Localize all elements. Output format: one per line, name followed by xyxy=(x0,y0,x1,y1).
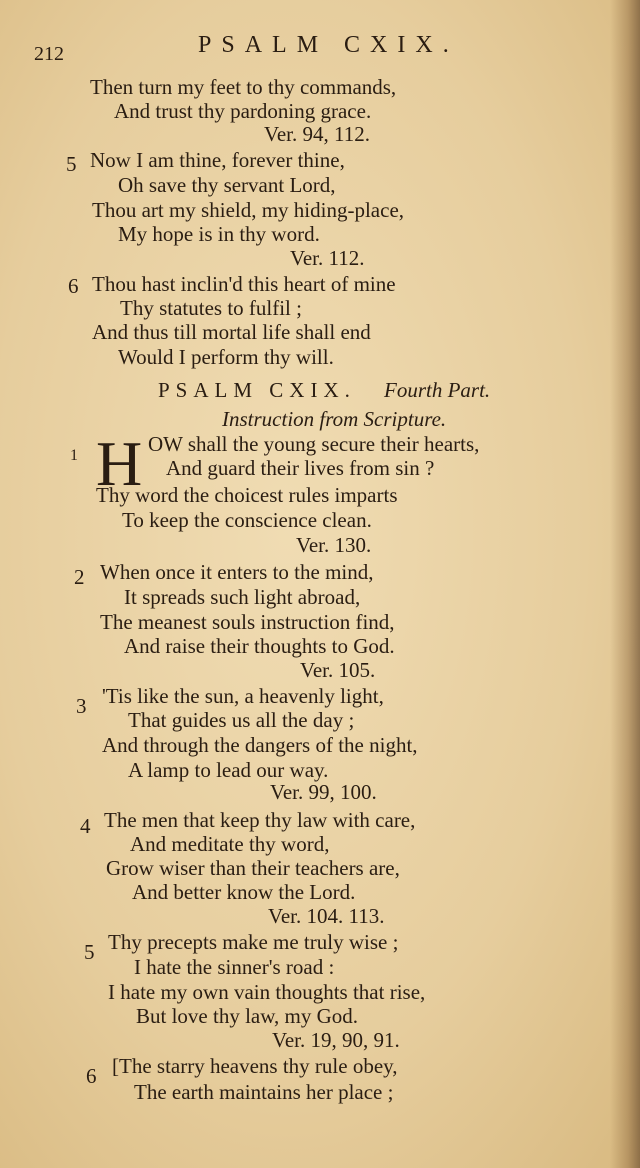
page-number: 212 xyxy=(34,43,64,65)
verse-line: Grow wiser than their teachers are, xyxy=(106,856,400,880)
stanza-number: 5 xyxy=(66,152,77,176)
verse-reference: Ver. 94, 112. xyxy=(264,122,370,146)
drop-cap: H xyxy=(96,428,143,499)
verse-line: Thy word the choicest rules imparts xyxy=(96,483,398,507)
verse-line: Now I am thine, forever thine, xyxy=(90,148,345,172)
verse-line: Thy statutes to fulfil ; xyxy=(120,296,302,320)
verse-line: The men that keep thy law with care, xyxy=(104,808,416,832)
verse-line: The meanest souls instruction find, xyxy=(100,610,395,634)
stanza-number: 2 xyxy=(74,565,85,589)
verse-line: Oh save thy servant Lord, xyxy=(118,173,336,197)
stanza-number: 4 xyxy=(80,814,91,838)
verse-line: I hate my own vain thoughts that rise, xyxy=(108,980,426,1004)
verse-line: It spreads such light abroad, xyxy=(124,585,361,609)
verse-reference: Ver. 19, 90, 91. xyxy=(272,1028,400,1052)
verse-line: The earth maintains her place ; xyxy=(134,1080,394,1104)
verse-line: 'Tis like the sun, a heavenly light, xyxy=(102,684,384,708)
verse-line: My hope is in thy word. xyxy=(118,222,320,246)
stanza-number: 6 xyxy=(86,1064,97,1088)
verse-reference: Ver. 130. xyxy=(296,533,372,557)
verse-line: Thy precepts make me truly wise ; xyxy=(108,930,399,954)
verse-line: OW shall the young secure their hearts, xyxy=(148,432,480,456)
verse-reference: Ver. 99, 100. xyxy=(270,780,377,804)
stanza-number: 5 xyxy=(84,940,95,964)
stanza-number: 3 xyxy=(76,694,87,718)
verse-line: And thus till mortal life shall end xyxy=(92,320,371,344)
verse-reference: Ver. 104. 113. xyxy=(268,904,385,928)
verse-line: And through the dangers of the night, xyxy=(102,733,418,757)
verse-line: And guard their lives from sin ? xyxy=(166,456,435,480)
verse-reference: Ver. 105. xyxy=(300,658,376,682)
stanza-number: 6 xyxy=(68,274,79,298)
stanza-number: 1 xyxy=(70,447,78,464)
verse-line: Thou art my shield, my hiding-place, xyxy=(92,198,405,222)
verse-line: And better know the Lord. xyxy=(132,880,356,904)
verse-line: And meditate thy word, xyxy=(130,832,330,856)
page-edge-shadow xyxy=(610,0,640,1168)
verse-line: To keep the conscience clean. xyxy=(122,508,372,532)
verse-line: And trust thy pardoning grace. xyxy=(114,99,372,123)
verse-line: Thou hast inclin'd this heart of mine xyxy=(92,272,396,296)
section-title: PSALM CXIX. xyxy=(158,378,356,402)
verse-line: [The starry heavens thy rule obey, xyxy=(112,1054,398,1078)
section-subtitle: Instruction from Scripture. xyxy=(222,407,447,431)
verse-reference: Ver. 112. xyxy=(290,246,365,270)
verse-line: But love thy law, my God. xyxy=(136,1004,359,1028)
running-title: PSALM CXIX. xyxy=(198,32,459,58)
verse-line: I hate the sinner's road : xyxy=(134,955,335,979)
verse-line: That guides us all the day ; xyxy=(128,708,355,732)
verse-line: Would I perform thy will. xyxy=(118,345,334,369)
verse-line: And raise their thoughts to God. xyxy=(124,634,395,658)
verse-line: Then turn my feet to thy commands, xyxy=(90,75,397,99)
verse-line: A lamp to lead our way. xyxy=(128,758,329,782)
verse-line: When once it enters to the mind, xyxy=(100,560,374,584)
section-part: Fourth Part. xyxy=(384,378,491,402)
